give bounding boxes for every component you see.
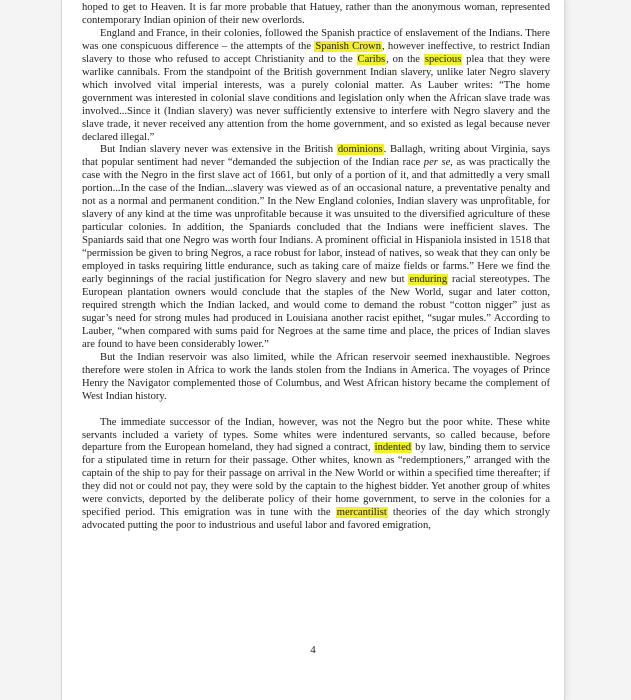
paragraph: [82, 28, 550, 145]
text-run: England and France, in their colonies, followed the Spanish practice of enslavement of the Indians. There was one conspicuous difference – the attempts of the: [82, 27, 550, 52]
text-run: . Ballagh, writing about Virginia, says that popular sentiment had never “demanded the subjection of the Indian race: [82, 144, 550, 169]
highlighted-term: dominions: [337, 144, 383, 156]
highlighted-term: enduring: [409, 274, 448, 286]
page-text: [82, 2, 550, 533]
paragraph: [82, 417, 550, 534]
text-run: But Indian slavery never was extensive in the British: [100, 144, 337, 156]
document-page: [62, 0, 564, 700]
paragraph: [82, 2, 550, 28]
text-run: theories of the day which strongly advocated putting the poor to industrious and useful labor and favored emigration,: [82, 507, 550, 532]
highlighted-term: mercantilist: [336, 507, 387, 519]
text-run: racial stereotypes. The European plantation owners would conclude that the staples of the New World, sugar and later cotton, required strength which the Indian lacked, and would come to demand the robust “cotton nigger” just as sugar’s need for strong mules had produced in Louisiana another racist epithet, “sugar mules.” According to Lauber, “when compared with sums paid for Negroes at the same time and place, the prices of Indian slaves are found to have been considerably lower.”: [82, 274, 550, 350]
highlighted-term: Spanish Crown: [315, 40, 381, 52]
highlighted-term: indented: [374, 442, 412, 454]
text-run: , on the: [386, 53, 424, 65]
highlighted-term: specious: [424, 53, 462, 65]
page-number: 4: [310, 644, 316, 656]
text-run: by law, binding them to service for a stipulated time in return for their passage. Other whites, known as “redemptioners,” arranged with the captain of the ship to pay for their passage on arrival in the New World or within a specified time thereafter; if they did not or could not pay, they were sold by the captain to the highest bidder. Yet another group of whites were convicts, deported by the deliberate policy of their home government, to serve in the colonies for a specified period. This emigration was in tune with the: [82, 442, 551, 519]
highlighted-term: Caribs: [357, 53, 386, 65]
text-run: The immediate successor of the Indian, however, was not the Negro but the poor white. These white servants included a variety of types. Some whites were indentured servants, so called because, before departure from the European homeland, they had signed a contract,: [82, 416, 550, 454]
text-run: , however ineffective, to restrict Indian slavery to those who refused to accept Christianity and to the: [82, 40, 550, 65]
paragraph: [82, 352, 550, 404]
text-run: , as was practically the case with the Negro in the first slave act of 1661, but only of a portion of it, and that admittedly a very small portion...In the case of the Indian...slavery was viewed as of an occasional nature, a preventative penalty and not as a normal and permanent condition.” In the New England colonies, Indian slavery was unprofitable, for slavery of any kind at the time was unprofitable because it was unsuited to the diversified agriculture of these particular colonies. In addition, the Spaniards concluded that the Indians were inefficient slaves. The Spaniards said that one Negro was worth four Indians. A prominent official in Hispaniola insisted in 1518 that “permission be given to bring Negros, a race robust for labor, instead of natives, so weak that they can only be employed in tasks requiring little endurance, such as taking care of maize fields or farms.” Here we find the early beginnings of the racial justification for Negro slavery and new but: [82, 157, 550, 286]
italic-term: per se: [423, 157, 451, 169]
text-run: But the Indian reservoir was also limited, while the African reservoir seemed inexhaustible. Negroes therefore were stolen in Africa to work the lands stolen from the Indians in America. The voyages of Prince Henry the Navigator complemented those of Columbus, and West African history became the complement of West Indian history.: [82, 351, 550, 402]
paragraph: [82, 144, 550, 351]
text-run: plea that they were warlike cannibals. From the standpoint of the British government Indian slavery, unlike later Negro slavery which involved vital imperial interests, was a purely colonial matter. As Lauber writes: “The home government was interested in colonial slave conditions and legislation only when the African slave trade was involved...Since it (Indian slavery) was never sufficiently extensive to interfere with Negro slavery and the slave trade, it never received any attention from the home government, and so existed as legal because never declared illegal.”: [82, 53, 550, 143]
text-run: hoped to get to Heaven. It is far more probable that Hatuey, rather than the anonymous woman, represented contemporary Indian opinion of their new overlords.: [82, 2, 550, 26]
